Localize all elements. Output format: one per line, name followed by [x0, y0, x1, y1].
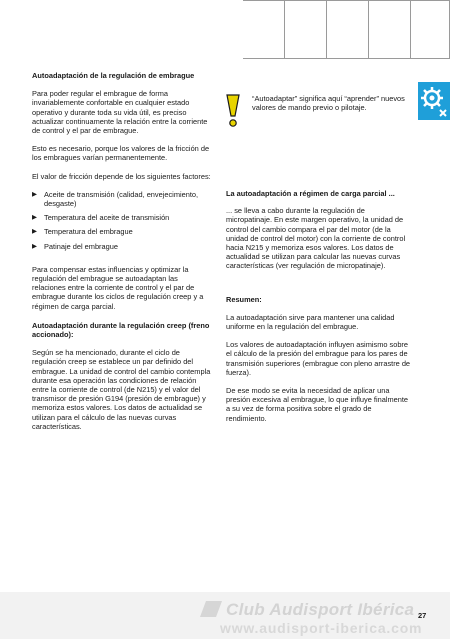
left-column [32, 71, 213, 440]
gear-adapt-icon [418, 82, 450, 120]
paragraph: ... se lleva a cabo durante la regulación de micropatinaje. En este margen operativo, la unidad de control del cambio compara el par del motor (de la unidad de control del motor) con la corriente de control hacia N215 y memoriza esos valores. Los datos de actualidad se utilizan para calcular las nuevas curvas características (ver regulación de micropatinaje). [226, 206, 406, 271]
section-heading: La autoadaptación a régimen de carga parcial ... [226, 189, 395, 198]
paragraph: Para compensar estas influencias y optimizar la regulación del embrague se autoadaptan las relaciones entre la corriente de control y el par de embrague durante los ciclos de regulación creep y a régimen de carga parcial. [32, 264, 204, 311]
header-cell [243, 0, 285, 59]
section-heading: Resumen: [226, 294, 262, 304]
paragraph: El valor de fricción depende de los siguientes factores: [32, 171, 211, 181]
right-column-main [226, 189, 411, 432]
paragraph: Según se ha mencionado, durante el ciclo de regulación creep se establece un par definido del embrague. La unidad de control del cambio contempla durante esa operación las condiciones de relación entre la corriente de control (de N215) y el valor del transmisor de presión G194 (presión de embrague) y memoriza estos valores. Los datos de actualidad se utilizan para el cálculo de las nuevas curvas características. [32, 348, 211, 431]
right-column [252, 94, 410, 121]
watermark-url: www.audisport-iberica.com [220, 620, 423, 636]
watermark-logo-icon [200, 601, 222, 617]
list-item: ▶ Temperatura del aceite de transmisión [32, 213, 213, 222]
list-item: ▶ Aceite de transmisión (calidad, envejecimiento, desgaste) [32, 190, 213, 208]
header-cell [369, 0, 411, 59]
section-heading: Autoadaptación durante la regulación creep (freno accionado): [32, 320, 210, 340]
factor-list [32, 190, 213, 251]
paragraph: La autoadaptación sirve para mantener una calidad uniforme en la regulación del embrague. [226, 312, 395, 332]
section-heading: Autoadaptación de la regulación de embrague [32, 71, 195, 80]
page-number: 27 [418, 611, 427, 620]
info-note: “Autoadaptar” significa aquí “aprender” nuevos valores de mando previo o pilotaje. [252, 94, 405, 113]
warning-icon [226, 94, 240, 128]
header-cell [285, 0, 327, 59]
paragraph: Los valores de autoadaptación influyen asimismo sobre el cálculo de la presión del embrague para los pares de transmisión superiores (embrague con pleno arrastre de fuerza). [226, 340, 411, 377]
paragraph: Esto es necesario, porque los valores de la fricción de los embragues varían permanentemente. [32, 144, 210, 163]
watermark-club: Club Audisport Ibérica [226, 600, 415, 619]
header-cell [411, 0, 450, 59]
list-item: ▶ Temperatura del embrague [32, 227, 213, 236]
list-item: ▶ Patinaje del embrague [32, 242, 213, 251]
header-cell [327, 0, 369, 59]
paragraph: Para poder regular el embrague de forma invariablemente confortable en cualquier estado operativo y durante toda su vida útil, es preciso actualizar continuamente la relación entre la corriente de control y el par de embrague. [32, 89, 208, 136]
paragraph: De ese modo se evita la necesidad de aplicar una presión excesiva al embrague, lo que influye finalmente a su vez de forma positiva sobre el grado de rendimiento. [226, 386, 408, 423]
